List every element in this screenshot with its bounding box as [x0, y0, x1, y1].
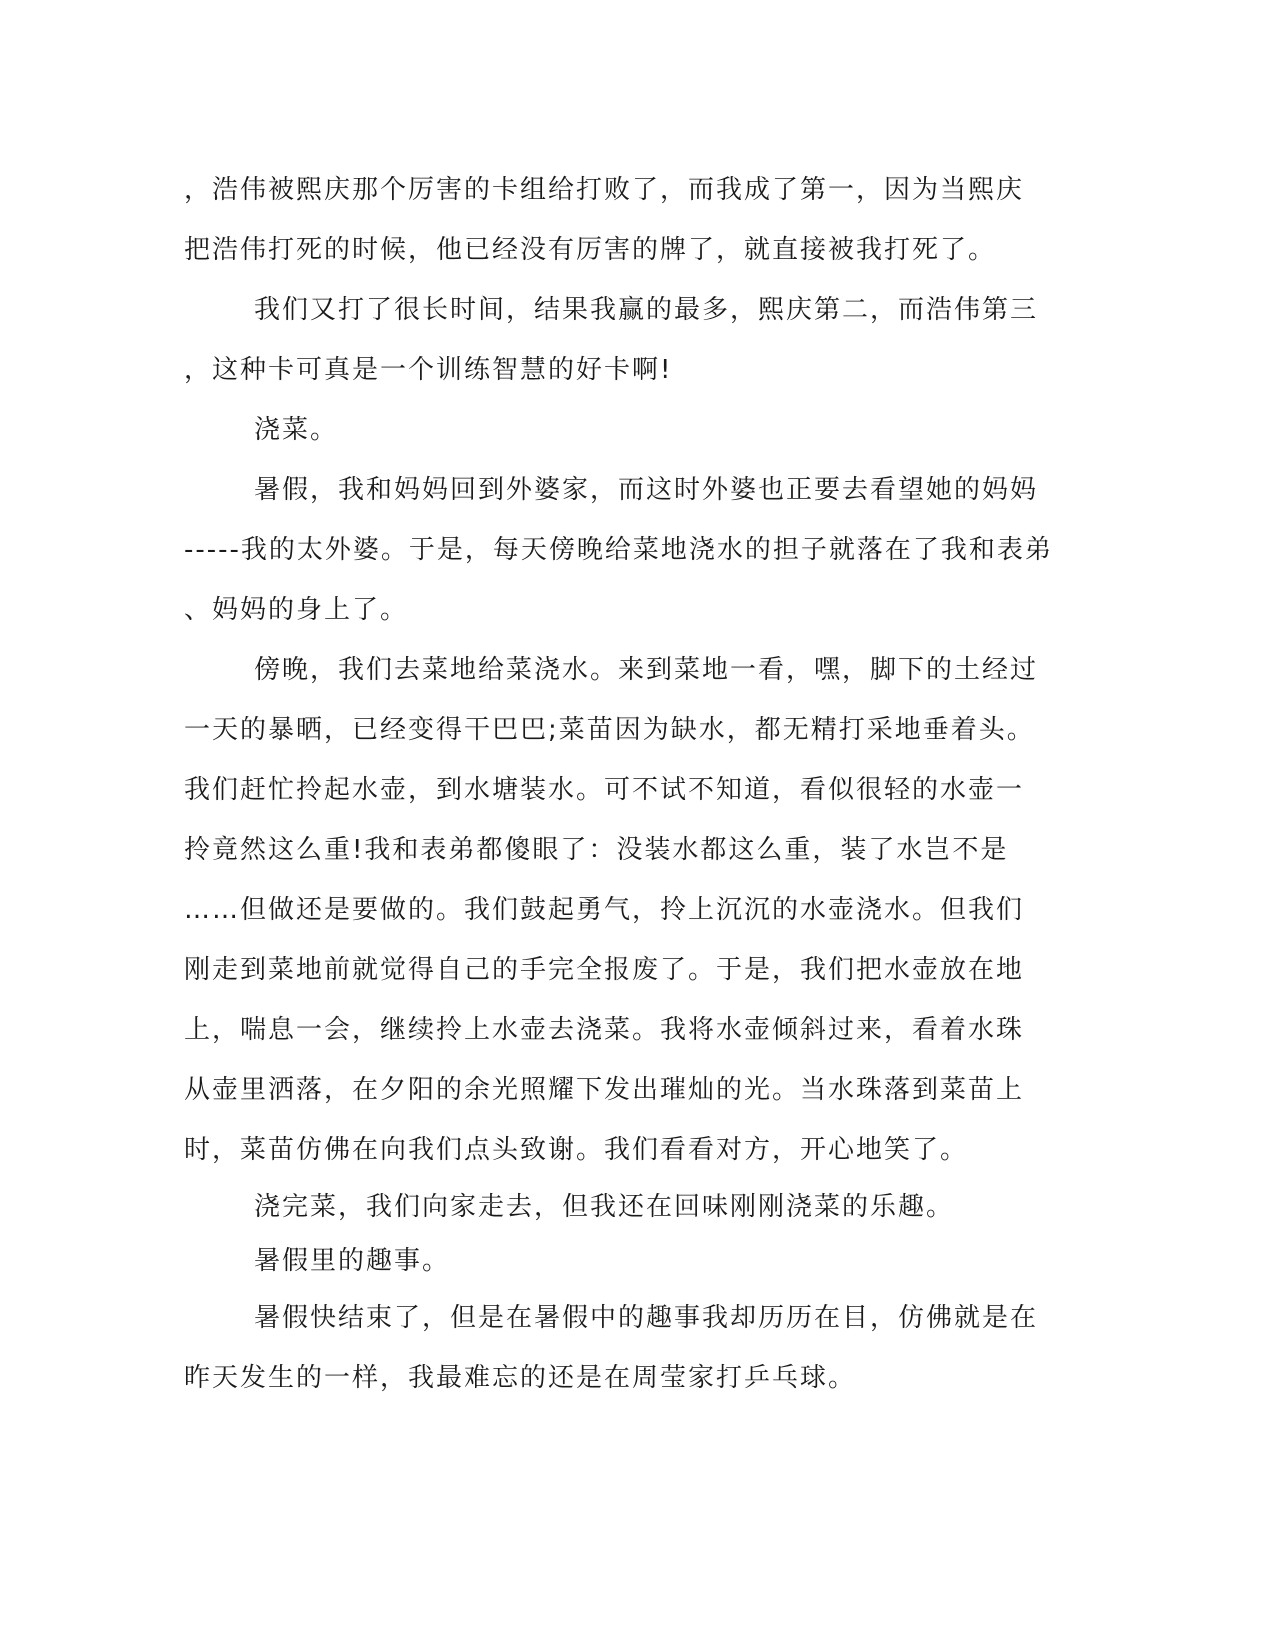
text-line: 刚走到菜地前就觉得自己的手完全报废了。于是，我们把水壶放在地	[184, 955, 1025, 985]
text-line: 时，菜苗仿佛在向我们点头致谢。我们看看对方，开心地笑了。	[184, 1135, 969, 1165]
text-line: 我们赶忙拎起水壶，到水塘装水。可不试不知道，看似很轻的水壶一	[184, 775, 1025, 805]
text-line: 一天的暴晒，已经变得干巴巴;菜苗因为缺水，都无精打采地垂着头。	[184, 715, 1035, 745]
section-heading: 暑假里的趣事。	[254, 1246, 451, 1276]
text-line: 昨天发生的一样，我最难忘的还是在周莹家打乒乓球。	[184, 1363, 857, 1393]
paragraph-start-line: 暑假，我和妈妈回到外婆家，而这时外婆也正要去看望她的妈妈	[254, 475, 1039, 505]
text-line: 上，喘息一会，继续拎上水壶去浇菜。我将水壶倾斜过来，看着水珠	[184, 1015, 1025, 1045]
text-line: ……但做还是要做的。我们鼓起勇气，拎上沉沉的水壶浇水。但我们	[184, 895, 1025, 925]
text-line: 把浩伟打死的时候，他已经没有厉害的牌了，就直接被我打死了。	[184, 235, 997, 265]
paragraph-start-line: 暑假快结束了，但是在暑假中的趣事我却历历在目，仿佛就是在	[254, 1303, 1039, 1333]
text-line: 从壶里洒落，在夕阳的余光照耀下发出璀灿的光。当水珠落到菜苗上	[184, 1075, 1025, 1105]
text-line: ，这种卡可真是一个训练智慧的好卡啊!	[184, 355, 673, 385]
text-line: 、妈妈的身上了。	[184, 595, 409, 625]
paragraph-start-line: 浇完菜，我们向家走去，但我还在回味刚刚浇菜的乐趣。	[254, 1192, 955, 1222]
text-line: -----我的太外婆。于是，每天傍晚给菜地浇水的担子就落在了我和表弟	[184, 535, 1053, 565]
text-line: 拎竟然这么重!我和表弟都傻眼了：没装水都这么重，装了水岂不是	[184, 835, 1009, 865]
paragraph-start-line: 傍晚，我们去菜地给菜浇水。来到菜地一看，嘿，脚下的土经过	[254, 655, 1039, 685]
document-body	[184, 160, 1064, 1408]
text-line: ，浩伟被熙庆那个厉害的卡组给打败了，而我成了第一，因为当熙庆	[184, 175, 1025, 205]
paragraph-start-line: 我们又打了很长时间，结果我赢的最多，熙庆第二，而浩伟第三	[254, 295, 1039, 325]
section-heading: 浇菜。	[254, 415, 339, 445]
